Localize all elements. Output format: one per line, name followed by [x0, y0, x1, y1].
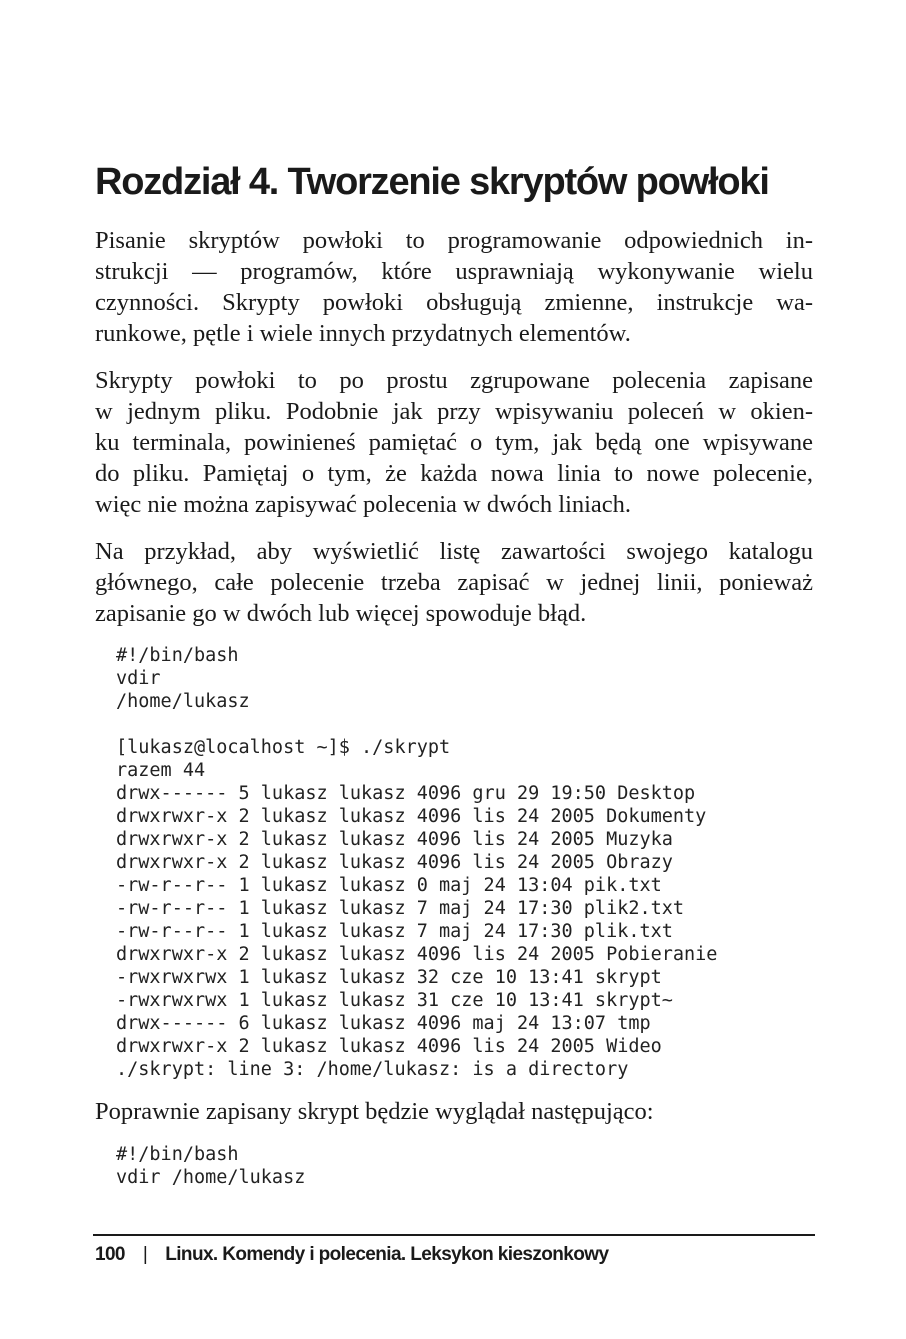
code-line: razem 44: [116, 760, 206, 781]
paragraph-line: runkowe, pętle i wiele innych przydatnych elementów.: [95, 320, 631, 347]
page-number: 100: [95, 1244, 125, 1265]
code-line: vdir: [116, 668, 161, 689]
code-line: #!/bin/bash: [116, 1144, 239, 1165]
code-line: -rw-r--r-- 1 lukasz lukasz 7 maj 24 17:30 plik.txt: [116, 921, 673, 942]
code-line: drwxrwxr-x 2 lukasz lukasz 4096 lis 24 2005 Muzyka: [116, 829, 673, 850]
paragraph-line: w jednym pliku. Podobnie jak przy wpisywaniu poleceń w okien-: [95, 398, 813, 425]
paragraph-line: zapisanie go w dwóch lub więcej spowoduje błąd.: [95, 600, 587, 627]
code-block-correct-script: [116, 1143, 305, 1189]
paragraph-line: głównego, całe polecenie trzeba zapisać w jednej linii, ponieważ: [95, 569, 813, 596]
code-line: drwxrwxr-x 2 lukasz lukasz 4096 lis 24 2005 Wideo: [116, 1036, 662, 1057]
code-line: -rw-r--r-- 1 lukasz lukasz 7 maj 24 17:30 plik2.txt: [116, 898, 685, 919]
code-line: /home/lukasz: [116, 691, 250, 712]
paragraph-line: ku terminala, powinieneś pamiętać o tym, jak będą one wpisywane: [95, 429, 813, 456]
code-block-wrong-script: [116, 644, 717, 1081]
code-line: vdir /home/lukasz: [116, 1167, 306, 1188]
code-line: [lukasz@localhost ~]$ ./skrypt: [116, 737, 451, 758]
paragraph-line: więc nie można zapisywać polecenia w dwóch liniach.: [95, 491, 632, 518]
footer-separator: |: [142, 1244, 148, 1265]
code-line: drwx------ 5 lukasz lukasz 4096 gru 29 19:50 Desktop: [116, 783, 696, 804]
chapter-title: Rozdział 4. Tworzenie skryptów powłoki: [95, 161, 769, 203]
code-line: #!/bin/bash: [116, 645, 239, 666]
book-title: Linux. Komendy i polecenia. Leksykon kieszonkowy: [165, 1244, 609, 1265]
paragraph-line: strukcji — programów, które usprawniają wykonywanie wielu: [95, 258, 813, 285]
paragraph-line: Pisanie skryptów powłoki to programowanie odpowiednich in-: [95, 227, 813, 254]
code-line: ./skrypt: line 3: /home/lukasz: is a directory: [116, 1059, 629, 1080]
code-line: -rwxrwxrwx 1 lukasz lukasz 31 cze 10 13:41 skrypt~: [116, 990, 673, 1011]
paragraph-correct-script-intro: [95, 1096, 813, 1127]
paragraph-line: do pliku. Pamiętaj o tym, że każda nowa linia to nowe polecenie,: [95, 460, 813, 487]
paragraph-line: czynności. Skrypty powłoki obsługują zmienne, instrukcje wa-: [95, 289, 813, 316]
footer-divider: [93, 1234, 815, 1236]
code-line: [116, 713, 717, 736]
paragraph-line: Poprawnie zapisany skrypt będzie wyglądał następująco:: [95, 1098, 654, 1125]
code-line: drwxrwxr-x 2 lukasz lukasz 4096 lis 24 2005 Dokumenty: [116, 806, 707, 827]
paragraph-line: Na przykład, aby wyświetlić listę zawartości swojego katalogu: [95, 538, 813, 565]
code-line: drwxrwxr-x 2 lukasz lukasz 4096 lis 24 2005 Pobieranie: [116, 944, 718, 965]
code-line: -rw-r--r-- 1 lukasz lukasz 0 maj 24 13:04 pik.txt: [116, 875, 662, 896]
paragraph-intro: [95, 225, 813, 349]
paragraph-scripts-explained: [95, 365, 813, 520]
paragraph-example-intro: [95, 536, 813, 629]
code-line: drwxrwxr-x 2 lukasz lukasz 4096 lis 24 2005 Obrazy: [116, 852, 673, 873]
code-line: drwx------ 6 lukasz lukasz 4096 maj 24 13:07 tmp: [116, 1013, 651, 1034]
code-line: -rwxrwxrwx 1 lukasz lukasz 32 cze 10 13:41 skrypt: [116, 967, 662, 988]
paragraph-line: Skrypty powłoki to po prostu zgrupowane polecenia zapisane: [95, 367, 813, 394]
page-footer: [95, 1240, 608, 1270]
